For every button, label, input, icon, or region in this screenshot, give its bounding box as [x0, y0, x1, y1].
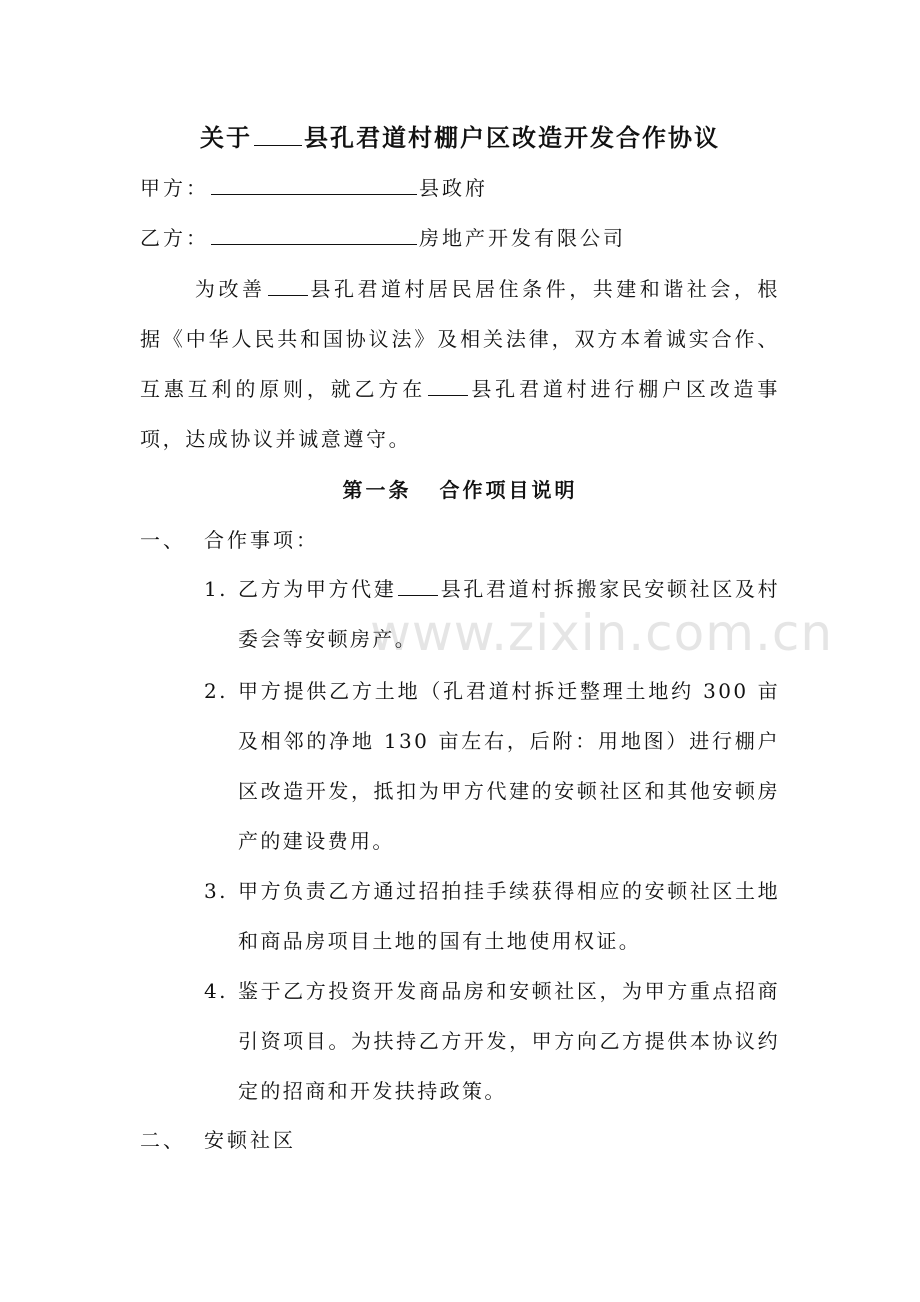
document-title — [0, 118, 920, 158]
list-item — [204, 564, 780, 664]
list-item-number: 3. — [204, 879, 228, 903]
list-item — [204, 966, 780, 1116]
list-item-number: 1. — [204, 577, 228, 601]
list-item — [204, 866, 780, 966]
party-b-label: 乙方： — [140, 226, 209, 250]
list-item — [204, 666, 780, 866]
party-b-suffix: 房地产开发有限公司 — [419, 226, 626, 250]
party-b-line — [140, 218, 780, 258]
list-item-text: 甲方负责乙方通过招拍挂手续获得相应的安顿社区土地和商品房项目土地的国有土地使用权证。 — [238, 879, 780, 953]
list-item-number: 2. — [204, 679, 228, 703]
title-prefix: 关于 — [200, 124, 252, 152]
watermark: www.zixin.com.cn — [370, 604, 834, 662]
section-number: 二、 — [140, 1128, 186, 1152]
preamble-blank-2 — [428, 373, 468, 396]
article-heading — [0, 470, 920, 510]
section-title: 安顿社区 — [204, 1128, 296, 1152]
party-a-label: 甲方： — [140, 176, 209, 200]
preamble-blank-1 — [268, 273, 308, 296]
party-a-suffix: 县政府 — [419, 176, 488, 200]
preamble-part2: 县孔君道村居民居住条件，共建和谐社会，根据《中华人民共和国协议法》及相关法律，双方本着诚实合作、互惠互利的原则，就乙方在 — [140, 277, 780, 401]
list-item-text: 鉴于乙方投资开发商品房和安顿社区，为甲方重点招商引资项目。为扶持乙方开发，甲方向乙方提供本协议约定的招商和开发扶持政策。 — [238, 979, 780, 1103]
section-title: 合作事项： — [204, 528, 319, 552]
party-b-blank — [211, 222, 417, 245]
preamble-paragraph — [140, 264, 780, 464]
section-heading-1 — [140, 520, 319, 560]
item-blank — [398, 573, 438, 596]
article-title: 合作项目说明 — [439, 478, 578, 502]
list-item-text: 乙方为甲方代建 县孔君道村拆搬家民安顿社区及村委会等安顿房产。 — [204, 564, 780, 664]
list-item-text: 甲方提供乙方土地（孔君道村拆迁整理土地约 300 亩及相邻的净地 130 亩左右，后附：用地图）进行棚户区改造开发，抵扣为甲方代建的安顿社区和其他安顿房产的建设费用。 — [238, 679, 780, 853]
party-a-blank — [211, 172, 417, 195]
section-number: 一、 — [140, 528, 186, 552]
party-a-line — [140, 168, 780, 208]
preamble-part3: 县孔君道村进行棚户区改造事项，达成协议并诚意遵守。 — [140, 377, 780, 451]
title-blank — [254, 123, 302, 146]
title-suffix: 县孔君道村棚户区改造开发合作协议 — [304, 124, 720, 152]
preamble-part1: 为改善 — [194, 277, 266, 301]
list-item-number: 4. — [204, 979, 228, 1003]
article-number: 第一条 — [342, 478, 412, 502]
section-heading-2 — [140, 1120, 296, 1160]
